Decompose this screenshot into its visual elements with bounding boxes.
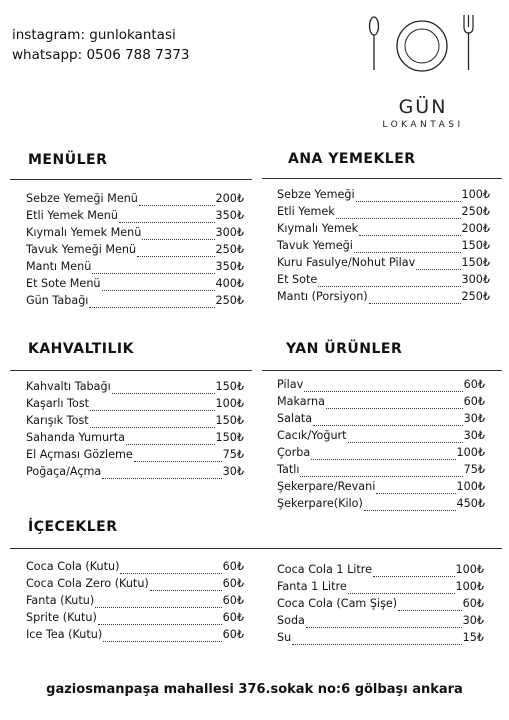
menu-item-name: Etli Yemek bbox=[277, 205, 335, 218]
menu-item bbox=[277, 273, 490, 290]
ana-yemekler-list bbox=[277, 188, 490, 307]
menu-item bbox=[277, 463, 485, 480]
instagram-handle: instagram: gunlokantasi bbox=[12, 27, 176, 43]
menu-item-price: 250₺ bbox=[461, 290, 490, 303]
dot-leader bbox=[134, 461, 222, 462]
restaurant-logo bbox=[362, 12, 484, 130]
menu-item bbox=[26, 577, 244, 594]
menu-item bbox=[277, 239, 490, 256]
kahvaltilik-list bbox=[26, 380, 244, 482]
menuler-list bbox=[26, 192, 244, 311]
menu-item-name: Kıymalı Yemek bbox=[277, 222, 359, 235]
menu-item bbox=[277, 378, 485, 395]
dot-leader bbox=[90, 427, 215, 428]
contact-info bbox=[12, 25, 190, 65]
dot-leader bbox=[300, 476, 462, 477]
menu-item bbox=[277, 614, 484, 631]
menu-item-price: 60₺ bbox=[463, 395, 485, 408]
menu-item-name: Soda bbox=[277, 614, 305, 627]
menu-item-name: Kaşarlı Tost bbox=[26, 397, 90, 410]
dot-leader bbox=[119, 222, 215, 223]
menu-item-name: Salata bbox=[277, 412, 313, 425]
menu-item bbox=[26, 414, 244, 431]
address: gaziosmanpaşa mahallesi 376.sokak no:6 gölbaşı ankara bbox=[46, 682, 463, 697]
section-title-ana-yemekler: ANA YEMEKLER bbox=[288, 151, 416, 167]
menu-item-name: Coca Cola 1 Litre bbox=[277, 563, 373, 576]
dot-leader bbox=[95, 607, 221, 608]
menu-item bbox=[277, 580, 484, 597]
menu-item bbox=[277, 205, 490, 222]
dot-leader bbox=[326, 408, 463, 409]
dot-leader bbox=[348, 442, 463, 443]
dot-leader bbox=[112, 393, 215, 394]
menu-item-price: 400₺ bbox=[215, 277, 244, 290]
menu-item-price: 150₺ bbox=[215, 431, 244, 444]
menu-item-price: 60₺ bbox=[222, 611, 244, 624]
menu-item bbox=[277, 597, 484, 614]
dot-leader bbox=[416, 269, 460, 270]
menu-item-name: Et Sote Menü bbox=[26, 277, 101, 290]
menu-item bbox=[277, 446, 485, 463]
dot-leader bbox=[356, 201, 461, 202]
section-title-menuler: MENÜLER bbox=[28, 152, 108, 168]
menu-item bbox=[26, 465, 244, 482]
menu-item-name: Coca Cola (Kutu) bbox=[26, 560, 120, 573]
menu-item-price: 30₺ bbox=[222, 465, 244, 478]
dot-leader bbox=[348, 593, 455, 594]
dot-leader bbox=[373, 576, 454, 577]
menu-item-price: 150₺ bbox=[461, 256, 490, 269]
menu-item-name: Mantı (Porsiyon) bbox=[277, 290, 368, 303]
menu-item-price: 75₺ bbox=[463, 463, 485, 476]
menu-item-name: Karışık Tost bbox=[26, 414, 89, 427]
menu-item-price: 60₺ bbox=[222, 577, 244, 590]
menu-item-name: Çorba bbox=[277, 446, 311, 459]
menu-item-price: 60₺ bbox=[463, 378, 485, 391]
section-divider bbox=[262, 370, 502, 371]
menu-item-price: 100₺ bbox=[461, 188, 490, 201]
dot-leader bbox=[90, 410, 214, 411]
menu-item-price: 250₺ bbox=[461, 205, 490, 218]
menu-item-name: Fanta (Kutu) bbox=[26, 594, 95, 607]
dot-leader bbox=[137, 256, 214, 257]
section-divider bbox=[10, 370, 252, 371]
menu-item bbox=[26, 448, 244, 465]
menu-item bbox=[26, 209, 244, 226]
menu-item bbox=[26, 226, 244, 243]
dot-leader bbox=[292, 644, 461, 645]
dot-leader bbox=[89, 307, 214, 308]
section-title-yan-urunler: YAN ÜRÜNLER bbox=[286, 341, 403, 357]
menu-item-price: 300₺ bbox=[461, 273, 490, 286]
menu-item-name: Sahanda Yumurta bbox=[26, 431, 125, 444]
menu-item-name: Coca Cola Zero (Kutu) bbox=[26, 577, 149, 590]
menu-item bbox=[26, 397, 244, 414]
menu-item-name: Tavuk Yemeği Menü bbox=[26, 243, 137, 256]
menu-item-name: Kahvaltı Tabağı bbox=[26, 380, 111, 393]
menu-item-name: Sebze Yemeği bbox=[277, 188, 355, 201]
menu-item bbox=[277, 563, 484, 580]
dot-leader bbox=[102, 290, 215, 291]
dot-leader bbox=[306, 627, 462, 628]
dot-leader bbox=[98, 624, 222, 625]
section-title-kahvaltilik: KAHVALTILIK bbox=[28, 341, 134, 357]
menu-item bbox=[26, 294, 244, 311]
menu-item bbox=[277, 290, 490, 307]
menu-item-price: 450₺ bbox=[456, 497, 485, 510]
icecekler-list-right bbox=[277, 563, 484, 648]
menu-item-price: 150₺ bbox=[215, 414, 244, 427]
menu-item-name: Tavuk Yemeği bbox=[277, 239, 353, 252]
menu-item-price: 60₺ bbox=[222, 628, 244, 641]
dot-leader bbox=[364, 510, 456, 511]
menu-item bbox=[277, 497, 485, 514]
menu-item-price: 100₺ bbox=[456, 480, 485, 493]
menu-item-price: 350₺ bbox=[215, 260, 244, 273]
menu-item-price: 60₺ bbox=[462, 597, 484, 610]
dot-leader bbox=[354, 252, 461, 253]
dot-leader bbox=[150, 590, 222, 591]
icecekler-list-left bbox=[26, 560, 244, 645]
menu-item bbox=[26, 243, 244, 260]
dot-leader bbox=[139, 205, 215, 206]
menu-item-name: Tatlı bbox=[277, 463, 300, 476]
section-divider bbox=[10, 179, 252, 180]
menu-item-price: 75₺ bbox=[222, 448, 244, 461]
menu-item bbox=[26, 431, 244, 448]
dot-leader bbox=[120, 573, 221, 574]
menu-item-name: Coca Cola (Cam Şişe) bbox=[277, 597, 398, 610]
dot-leader bbox=[369, 303, 461, 304]
menu-item-price: 200₺ bbox=[461, 222, 490, 235]
menu-item bbox=[26, 192, 244, 209]
menu-item bbox=[277, 256, 490, 273]
logo-subtitle: LOKANTASI bbox=[382, 120, 464, 130]
menu-item-price: 200₺ bbox=[215, 192, 244, 205]
menu-item-name: Mantı Menü bbox=[26, 260, 92, 273]
menu-item-price: 100₺ bbox=[455, 563, 484, 576]
menu-item-price: 30₺ bbox=[463, 429, 485, 442]
whatsapp-number: whatsapp: 0506 788 7373 bbox=[12, 47, 190, 63]
menu-item bbox=[26, 380, 244, 397]
dot-leader bbox=[102, 478, 221, 479]
dot-leader bbox=[376, 493, 455, 494]
menu-item bbox=[26, 628, 244, 645]
section-title-icecekler: İÇECEKLER bbox=[28, 519, 118, 535]
dot-leader bbox=[103, 641, 221, 642]
menu-item-name: Makarna bbox=[277, 395, 325, 408]
dot-leader bbox=[92, 273, 214, 274]
menu-item-price: 30₺ bbox=[462, 614, 484, 627]
menu-item bbox=[277, 480, 485, 497]
menu-item bbox=[277, 412, 485, 429]
menu-item-price: 250₺ bbox=[215, 294, 244, 307]
menu-item-name: Poğaça/Açma bbox=[26, 465, 102, 478]
menu-item bbox=[26, 594, 244, 611]
menu-item bbox=[277, 395, 485, 412]
menu-item-price: 150₺ bbox=[461, 239, 490, 252]
dot-leader bbox=[359, 235, 460, 236]
menu-item bbox=[277, 631, 484, 648]
menu-item-price: 15₺ bbox=[462, 631, 484, 644]
dot-leader bbox=[126, 444, 215, 445]
menu-item-price: 150₺ bbox=[215, 380, 244, 393]
menu-item-name: Gün Tabağı bbox=[26, 294, 89, 307]
plate-cutlery-icon bbox=[362, 12, 484, 92]
dot-leader bbox=[318, 286, 460, 287]
menu-item-name: Fanta 1 Litre bbox=[277, 580, 347, 593]
menu-item bbox=[277, 222, 490, 239]
menu-item-price: 250₺ bbox=[215, 243, 244, 256]
menu-item-price: 30₺ bbox=[463, 412, 485, 425]
menu-item-name: Ice Tea (Kutu) bbox=[26, 628, 103, 641]
menu-item-price: 300₺ bbox=[215, 226, 244, 239]
menu-item-price: 60₺ bbox=[222, 594, 244, 607]
menu-item-name: El Açması Gözleme bbox=[26, 448, 133, 461]
menu-item bbox=[277, 429, 485, 446]
menu-item-name: Kıymalı Yemek Menü bbox=[26, 226, 142, 239]
menu-item-name: Su bbox=[277, 631, 292, 644]
menu-item bbox=[26, 260, 244, 277]
section-divider bbox=[10, 548, 502, 549]
menu-item-name: Et Sote bbox=[277, 273, 318, 286]
menu-item-name: Sprite (Kutu) bbox=[26, 611, 97, 624]
menu-item-name: Sebze Yemeği Menü bbox=[26, 192, 138, 205]
menu-item bbox=[26, 611, 244, 628]
dot-leader bbox=[311, 459, 455, 460]
logo-name: GÜN bbox=[398, 96, 448, 118]
menu-item-price: 100₺ bbox=[455, 580, 484, 593]
menu-item-name: Kuru Fasulye/Nohut Pilav bbox=[277, 256, 416, 269]
menu-item-name: Şekerpare/Revani bbox=[277, 480, 376, 493]
menu-item bbox=[26, 277, 244, 294]
menu-item-name: Etli Yemek Menü bbox=[26, 209, 118, 222]
menu-item-name: Cacık/Yoğurt bbox=[277, 429, 347, 442]
menu-item bbox=[277, 188, 490, 205]
menu-item-price: 60₺ bbox=[222, 560, 244, 573]
menu-item-price: 350₺ bbox=[215, 209, 244, 222]
menu-item-price: 100₺ bbox=[215, 397, 244, 410]
yan-urunler-list bbox=[277, 378, 485, 514]
menu-item-price: 100₺ bbox=[456, 446, 485, 459]
dot-leader bbox=[313, 425, 462, 426]
menu-item bbox=[26, 560, 244, 577]
dot-leader bbox=[336, 218, 461, 219]
section-divider bbox=[262, 178, 502, 179]
dot-leader bbox=[142, 239, 214, 240]
menu-item-name: Pilav bbox=[277, 378, 304, 391]
menu-item-name: Şekerpare(Kilo) bbox=[277, 497, 363, 510]
dot-leader bbox=[304, 391, 462, 392]
dot-leader bbox=[398, 610, 461, 611]
